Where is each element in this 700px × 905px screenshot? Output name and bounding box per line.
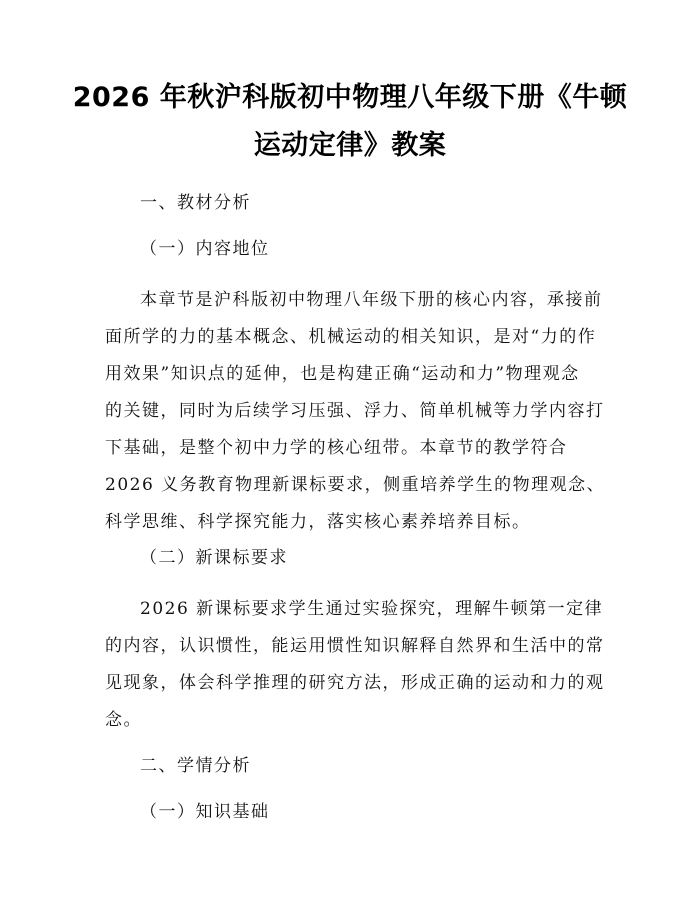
paragraph-line: 的内容，认识惯性，能运用惯性知识解释自然界和生活中的常	[105, 636, 605, 656]
subsection-heading-content-position: （一）内容地位	[140, 239, 270, 259]
title-line-1: 2026 年秋沪科版初中物理八年级下册《牛顿	[72, 82, 628, 113]
paragraph-line: 念。	[105, 710, 142, 730]
subsection-heading-knowledge-base: （一）知识基础	[140, 802, 270, 822]
paragraph-line: 用效果”知识点的延伸，也是构建正确“运动和力”物理观念	[105, 364, 580, 384]
paragraph-line: 见现象，体会科学推理的研究方法，形成正确的运动和力的观	[105, 673, 605, 693]
paragraph-line: 下基础，是整个初中力学的核心纽带。本章节的教学符合	[105, 438, 568, 458]
paragraph-line: 2026 新课标要求学生通过实验探究，理解牛顿第一定律	[140, 599, 604, 619]
section-heading-textbook-analysis: 一、教材分析	[140, 193, 251, 213]
paragraph-line: 的关键，同时为后续学习压强、浮力、简单机械等力学内容打	[105, 401, 605, 421]
section-heading-learner-analysis: 二、学情分析	[140, 756, 251, 776]
paragraph-line: 科学思维、科学探究能力，落实核心素养培养目标。	[105, 512, 531, 532]
paragraph-line: 2026 义务教育物理新课标要求，侧重培养学生的物理观念、	[105, 475, 606, 495]
paragraph-line: 面所学的力的基本概念、机械运动的相关知识，是对“力的作	[105, 327, 597, 347]
subsection-heading-curriculum-requirements: （二）新课标要求	[140, 548, 288, 568]
paragraph-line: 本章节是沪科版初中物理八年级下册的核心内容，承接前	[140, 290, 603, 310]
title-line-2: 运动定律》教案	[253, 130, 447, 161]
